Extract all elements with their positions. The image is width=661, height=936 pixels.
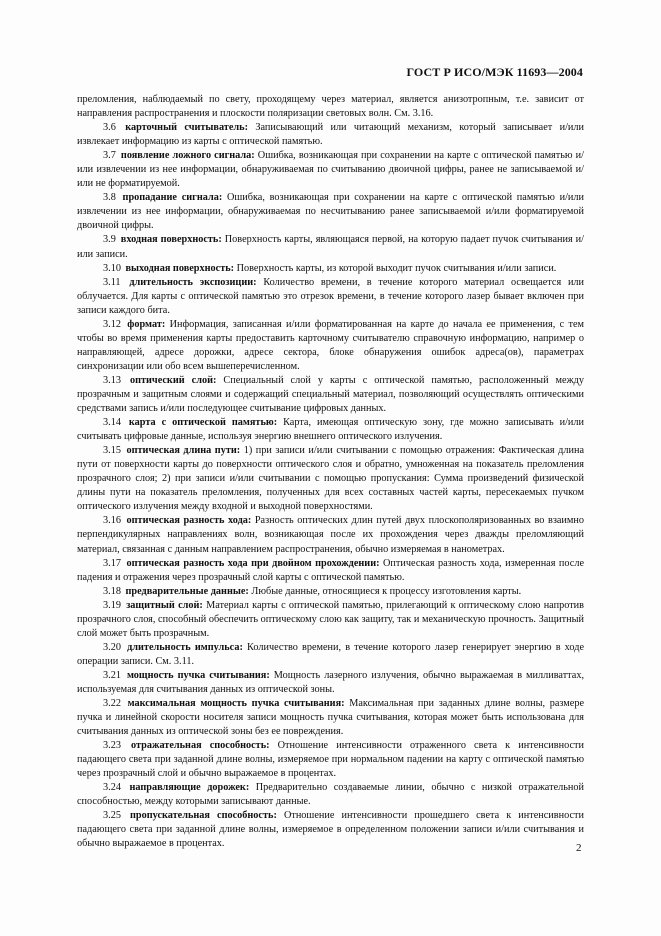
definition-text: Разность оптических длин путей двух плоскополяризованных во взаимно перпендикулярных направлениях волн, возникающая после их прохождения через дважды преломляющий материал, связанная с данным направлением распространения, обычно измеряемая в нанометрах. — [77, 515, 585, 555]
definition-paragraph — [77, 444, 584, 514]
definition-text: Предварительно создаваемые линии, обычно с низкой отражательной способностью, между которыми записывают данные. — [77, 782, 585, 808]
clause-number: 3.10 — [103, 262, 121, 274]
continuation-paragraph — [77, 93, 584, 121]
clause-number: 3.22 — [103, 698, 121, 710]
document-body — [77, 93, 584, 852]
definition-text: Мощность лазерного излучения, обычно выражаемая в милливаттах, используемая для считывания данных из оптической зоны. — [77, 669, 585, 695]
definition-text: Количество времени, в течение которого лазер генерирует энергию в ходе операции записи. См. 3.11. — [77, 641, 584, 667]
defined-term: пропускательная способность: — [130, 810, 277, 822]
defined-term: оптическая разность хода: — [126, 515, 252, 527]
definition-paragraph — [77, 781, 584, 809]
definition-text: Поверхность карты, из которой выходит пучок считывания и/или записи. — [236, 262, 557, 274]
definition-text: Ошибка, возникающая при сохранении на карте с оптической памятью и/или извлечении из нее информации, обнаруживаемая по считыванию двоичной цифры, ранее не записываемой и/или не форматируемой. — [77, 150, 585, 190]
definition-paragraph — [77, 233, 584, 261]
definition-text: Специальный слой у карты с оптической памятью, расположенный между прозрачным и защитным слоями и содержащий специальный материал, позволяющий осуществлять оптическими средствами запись и/или последующее считывание цифровых данных. — [77, 374, 585, 415]
clause-number: 3.14 — [103, 417, 121, 429]
defined-term: отражательная способность: — [131, 740, 270, 752]
definition-text: Информация, записанная и/или форматированная на карте до начала ее применения, с тем чтобы во время применения карты предоставить карточному считывателю справочную информацию, например о направляющей, адресе дорожки, адресе сектора, блоке обнаружения ошибок адреса(ов), параметрах синхронизации или обо всем вышеперечисленном. — [77, 318, 585, 372]
clause-number: 3.21 — [103, 669, 121, 681]
clause-number: 3.25 — [103, 810, 121, 822]
definition-text: Поверхность карты, являющаяся первой, на которую падает пучок считывания и/или записи. — [77, 234, 585, 260]
definition-text: 1) при записи и/или считывании с помощью отражения: Фактическая длина пути от поверхности карты до поверхности оптического слоя и обратно, умноженная на показатель преломления прозрачного слоя; 2) при записи и/или считывании с помощью пропускания: Сумма произведений физической длины пути на показатель преломления, полученных для всех составных частей карты, пересекаемых пучком оптического излучения между входной и выходной поверхностями. — [77, 445, 585, 513]
definition-text: преломления, наблюдаемый по свету, проходящему через материал, является анизотропным, т.е. зависит от направления распространения и плоскости поляризации световых волн. См. 3.16. — [77, 94, 584, 120]
definition-paragraph — [77, 262, 584, 276]
definition-paragraph — [77, 697, 584, 739]
defined-term: оптический слой: — [129, 374, 217, 386]
definition-paragraph — [77, 276, 584, 318]
clause-number: 3.18 — [103, 585, 121, 597]
definition-text: Оптическая разность хода, измеренная после падения и отражения через прозрачный слой карты с оптической памятью. — [77, 557, 585, 583]
clause-number: 3.8 — [103, 192, 116, 204]
clause-number: 3.12 — [103, 318, 121, 330]
definition-paragraph — [77, 374, 584, 416]
defined-term: длительность импульса: — [127, 641, 243, 653]
clause-number: 3.24 — [103, 782, 121, 794]
defined-term: карточный считыватель: — [125, 122, 248, 134]
clause-number: 3.13 — [103, 374, 121, 386]
clause-number: 3.6 — [103, 122, 116, 134]
clause-number: 3.15 — [103, 445, 121, 457]
definition-text: Записывающий или читающий механизм, который записывает и/или извлекает информацию из карты с оптической памятью. — [77, 122, 585, 148]
definition-paragraph — [77, 514, 584, 556]
defined-term: мощность пучка считывания: — [126, 669, 270, 681]
page-number: 2 — [576, 842, 582, 854]
defined-term: пропадание сигнала: — [122, 192, 223, 204]
definition-paragraph — [77, 149, 584, 191]
definition-paragraph — [77, 809, 584, 851]
defined-term: длительность экспозиции: — [129, 276, 257, 288]
clause-number: 3.20 — [103, 641, 121, 653]
definition-text: Материал карты с оптической памятью, прилегающий к оптическому слою напротив прозрачного слоя, способный обеспечить оптическому слою как защиту, так и механическую прочность. Защитный слой может быть прозрачным. — [77, 599, 585, 639]
definition-paragraph — [77, 585, 584, 599]
clause-number: 3.19 — [103, 599, 121, 611]
defined-term: предварительные данные: — [125, 585, 249, 597]
defined-term: направляющие дорожек: — [129, 782, 250, 794]
definition-paragraph — [77, 121, 584, 149]
definition-paragraph — [77, 191, 584, 233]
definition-text: Максимальная при заданных длине волны, размере пучка и линейной скорости носителя записи мощность пучка считывания, которая может быть использована для считывания данных из оптической зоны без ее повреждения. — [77, 698, 585, 738]
definition-paragraph — [77, 669, 584, 697]
definition-text: Карта, имеющая оптическую зону, где можно записывать и/или считывать цифровые данные, используя энергию внешнего оптического излучения. — [77, 417, 585, 443]
clause-number: 3.11 — [103, 276, 121, 288]
defined-term: защитный слой: — [126, 599, 203, 611]
clause-number: 3.17 — [103, 557, 121, 569]
definition-paragraph — [77, 599, 584, 641]
definition-text: Ошибка, возникающая при сохранении на карте с оптической памятью и/или извлечении из нее информации, обнаруживаемая по несчитыванию ранее записываемой и/или форматируемой двоичной цифры. — [77, 192, 585, 232]
clause-number: 3.9 — [103, 234, 116, 246]
document-header: ГОСТ Р ИСО/МЭК 11693—2004 — [406, 65, 583, 79]
definition-paragraph — [77, 641, 584, 669]
defined-term: входная поверхность: — [120, 234, 222, 246]
definition-paragraph — [77, 416, 584, 444]
clause-number: 3.23 — [103, 740, 121, 752]
defined-term: оптическая разность хода при двойном прохождении: — [126, 557, 380, 569]
definition-paragraph — [77, 318, 584, 374]
defined-term: карта с оптической памятью: — [128, 417, 278, 429]
defined-term: оптическая длина пути: — [126, 445, 241, 457]
defined-term: появление ложного сигнала: — [120, 150, 255, 162]
definition-text: Количество времени, в течение которого материал освещается или облучается. Для карты с оптической памятью это отрезок времени, в течение которого лазер бывает включен при записи каждого бита. — [77, 276, 585, 316]
clause-number: 3.16 — [103, 515, 121, 527]
defined-term: максимальная мощность пучка считывания: — [127, 698, 345, 710]
defined-term: формат: — [127, 318, 166, 330]
clause-number: 3.7 — [103, 150, 116, 162]
definition-text: Любые данные, относящиеся к процессу изготовления карты. — [251, 585, 522, 597]
definition-text: Отношение интенсивности прошедшего света к интенсивности падающего света при заданной длине волны, измеряемое в определенном положении записи и/или считывания и обычно выражаемое в процентах. — [77, 810, 585, 850]
definition-paragraph — [77, 557, 584, 585]
defined-term: выходная поверхность: — [125, 262, 235, 274]
definition-paragraph — [77, 739, 584, 781]
definition-text: Отношение интенсивности отраженного света к интенсивности падающего света при заданной длине волны, измеряемое при нормальном падении на карту с оптической памятью через прозрачный слой и обычно выражаемое в процентах. — [77, 740, 584, 780]
